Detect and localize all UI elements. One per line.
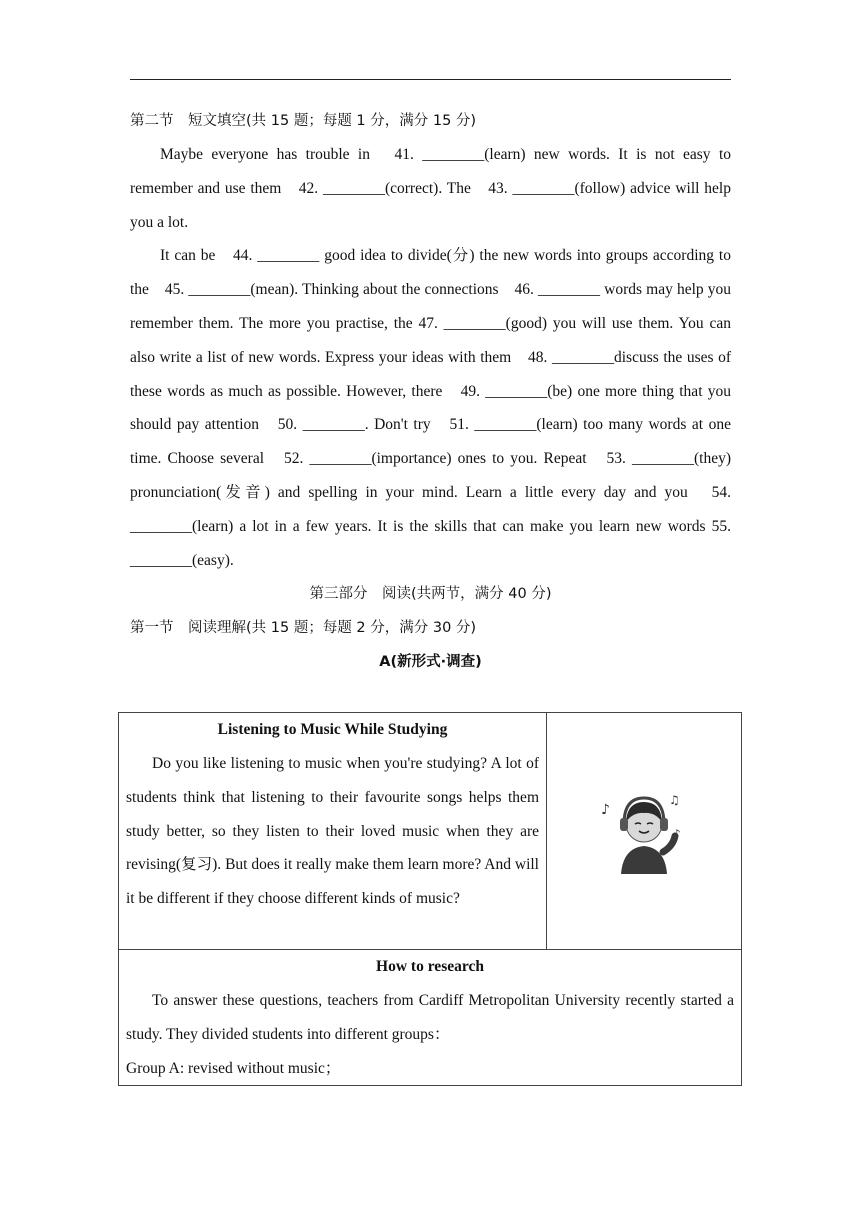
section2-heading: 第二节 短文填空(共 15 题；每题 1 分，满分 15 分) <box>130 113 477 129</box>
page-content <box>130 104 731 679</box>
passage-title: Listening to Music While Studying <box>217 721 448 738</box>
illustration-cell <box>547 713 742 950</box>
reading-section-heading: 第一节 阅读理解(共 15 题；每题 2 分，满分 30 分) <box>130 620 477 637</box>
passage-intro-cell <box>119 713 547 950</box>
passage-intro: Do you like listening to music when you're studying? A lot of students think that listening to their favourite songs helps them study better, so they listen to their loved music when they are revising(复习). But does it really make them learn more? And will it be different if they choose different kinds of music? <box>126 755 539 908</box>
group-a-text: Group A: revised without music； <box>126 1059 341 1077</box>
top-rule <box>130 79 731 80</box>
svg-text:♫: ♫ <box>669 793 680 807</box>
cloze-paragraph-2: It can be 44. ________ good idea to divide(分) the new words into groups according to the 45. ________(mean). Thinking about the connections 46. ________ words may help you remember them. The more you practise, the 47. ________(good) you will use them. You can also write a list of new words. Express your ideas with them 48. ________discuss the uses of these words as much as possible. However, there 49. ________(be) one more thing that you should pay attention 50. ________. Don't try 51. ________(learn) too many words at one time. Choose several 52. ________(importance) ones to you. Repeat 53. ________(they) pronunciation(发音) and spelling in your mind. Learn a little every day and you 54. ________(learn) a lot in a few years. It is the skills that can make you learn new words 55. ________(easy). <box>130 247 731 569</box>
cloze-paragraph-1: Maybe everyone has trouble in 41. ________(learn) new words. It is not easy to remember and use them 42. ________(correct). The 43. ________(follow) advice will help you a lot. <box>130 146 731 231</box>
svg-text:♪: ♪ <box>673 827 681 841</box>
research-text: To answer these questions, teachers from Cardiff Metropolitan University recently started a study. They divided students into different groups： <box>126 992 734 1043</box>
passage-label: A(新形式·调查) <box>379 654 482 671</box>
part3-heading: 第三部分 阅读(共两节，满分 40 分) <box>309 586 552 603</box>
student-with-headphones-illustration <box>599 786 689 876</box>
passage-table <box>118 712 742 1086</box>
research-title: How to research <box>376 958 484 975</box>
svg-text:♪: ♪ <box>601 802 610 818</box>
research-cell <box>119 950 742 1086</box>
